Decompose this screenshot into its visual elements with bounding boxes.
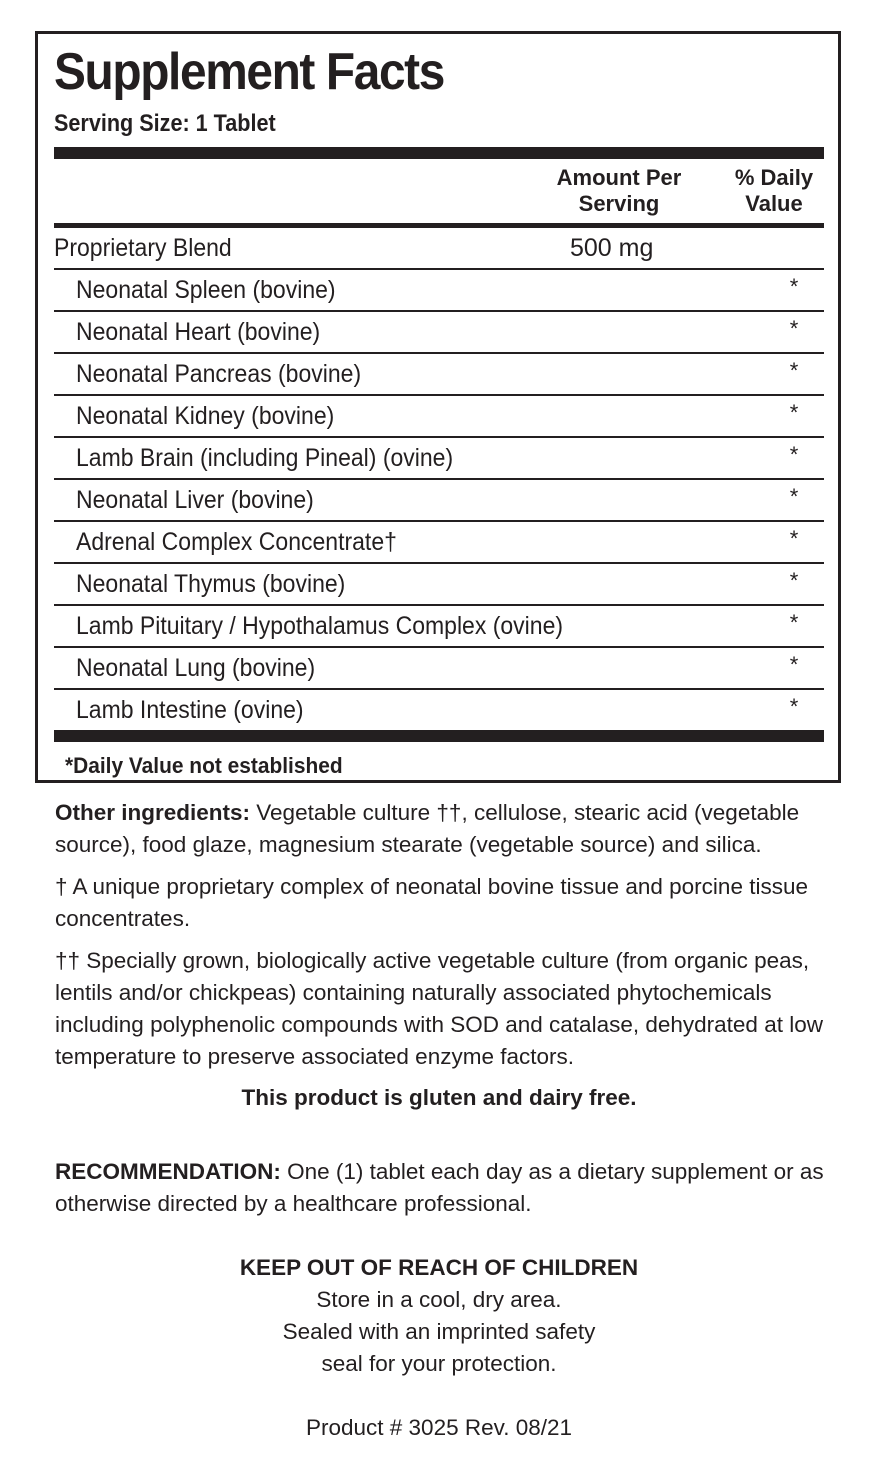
ingredient-row [54,480,824,522]
ingredient-daily-value: * [789,694,799,719]
serving-size: Serving Size: 1 Tablet [54,110,276,137]
ingredient-row [54,564,824,606]
warning-heading: KEEP OUT OF REACH OF CHILDREN [239,1255,639,1280]
ingredient-row [54,648,824,690]
ingredient-row [54,396,824,438]
proprietary-blend-row [54,228,824,270]
ingredient-name: Neonatal Liver (bovine) [76,486,314,514]
ingredient-name: Neonatal Spleen (bovine) [76,276,336,304]
seal-notice-line2: seal for your protection. [321,1351,557,1376]
ingredient-row [54,354,824,396]
amount-per-serving-header: Amount Per Serving [556,165,682,216]
ingredient-name: Neonatal Lung (bovine) [76,654,316,682]
ingredient-daily-value: * [789,316,799,341]
ingredient-daily-value: * [789,568,799,593]
other-ingredients-label: Other ingredients: [55,800,251,825]
recommendation-label: RECOMMENDATION: [55,1159,281,1184]
ingredient-row [54,522,824,564]
ingredient-name: Lamb Pituitary / Hypothalamus Complex (ovine) [76,612,564,640]
dagger-note: † A unique proprietary complex of neonatal bovine tissue and porcine tissue concentrates. [55,874,808,931]
ingredient-daily-value: * [789,484,799,509]
ingredient-daily-value: * [789,400,799,425]
seal-notice-line1: Sealed with an imprinted safety [282,1319,596,1344]
ingredient-daily-value: * [789,610,799,635]
daily-value-header: % Daily Value [734,165,814,216]
supplement-facts-panel [35,31,841,783]
panel-title: Supplement Facts [54,43,444,101]
ingredient-row [54,438,824,480]
ingredient-row [54,606,824,648]
ingredient-daily-value: * [789,274,799,299]
other-ingredients-text: Vegetable culture ††, cellulose, stearic acid (vegetable source), food glaze, magnesium stearate (vegetable source) and silica. [55,800,800,857]
thick-divider-bottom [54,730,824,742]
ingredient-name: Lamb Intestine (ovine) [76,696,304,724]
double-dagger-note: †† Specially grown, biologically active vegetable culture (from organic peas, lentils and/or chickpeas) containing naturally associated phytochemicals including polyphenolic compounds with SOD and catalase, dehydrated at low temperature to preserve associated enzyme factors. [55,948,823,1069]
ingredient-row [54,270,824,312]
ingredient-row [54,690,824,732]
ingredient-name: Proprietary Blend [54,234,232,262]
ingredient-amount: 500 mg [570,234,654,262]
ingredient-name: Neonatal Heart (bovine) [76,318,321,346]
ingredient-name: Neonatal Thymus (bovine) [76,570,346,598]
daily-value-footnote: *Daily Value not established [65,753,343,778]
recommendation-text: One (1) tablet each day as a dietary supplement or as otherwise directed by a healthcare professional. [55,1159,824,1216]
gluten-dairy-free-statement: This product is gluten and dairy free. [241,1085,637,1110]
ingredient-daily-value: * [789,442,799,467]
ingredient-name: Neonatal Kidney (bovine) [76,402,335,430]
ingredient-daily-value: * [789,526,799,551]
ingredient-name: Neonatal Pancreas (bovine) [76,360,362,388]
recommendation [55,1156,845,1220]
ingredient-row [54,312,824,354]
thick-divider [54,147,824,159]
ingredient-name: Adrenal Complex Concentrate† [76,528,397,556]
product-number: Product # 3025 Rev. 08/21 [305,1415,572,1440]
other-ingredients [55,797,845,861]
ingredient-daily-value: * [789,358,799,383]
storage-instruction: Store in a cool, dry area. [316,1287,562,1312]
ingredient-daily-value: * [789,652,799,677]
ingredient-name: Lamb Brain (including Pineal) (ovine) [76,444,454,472]
